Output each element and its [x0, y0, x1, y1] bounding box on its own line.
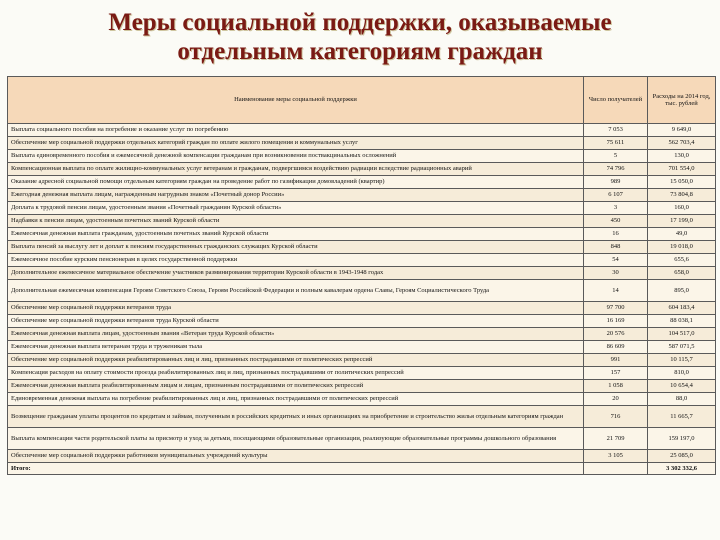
- expenses-amount: 658,0: [648, 267, 716, 280]
- expenses-amount: 562 703,4: [648, 137, 716, 150]
- measure-name: Надбавки к пенсии лицам, удостоенным почетных званий Курской области: [8, 215, 584, 228]
- table-row: [8, 380, 716, 393]
- table-row: [8, 228, 716, 241]
- recipients-count: 450: [584, 215, 648, 228]
- recipients-count: 16 169: [584, 315, 648, 328]
- expenses-amount: 11 665,7: [648, 406, 716, 428]
- measure-name: Обеспечение мер социальной поддержки реабилитированных лиц и лиц, признанных пострадавшими от политических репрессий: [8, 354, 584, 367]
- header-expenses: Расходы на 2014 год, тыс. рублей: [648, 77, 716, 124]
- table-row: [8, 367, 716, 380]
- expenses-amount: 9 649,0: [648, 124, 716, 137]
- title-line-2: отдельным категориям граждан: [177, 38, 543, 65]
- recipients-count: 97 700: [584, 302, 648, 315]
- recipients-count: 16: [584, 228, 648, 241]
- expenses-amount: 17 199,0: [648, 215, 716, 228]
- table-row: [8, 163, 716, 176]
- measure-name: Выплата единовременного пособия и ежемесячной денежной компенсации гражданам при возникновении поствакцинальных осложнений: [8, 150, 584, 163]
- expenses-amount: 160,0: [648, 202, 716, 215]
- recipients-count: 1 058: [584, 380, 648, 393]
- measure-name: Обеспечение мер социальной поддержки ветеранов труда Курской области: [8, 315, 584, 328]
- table-row: [8, 176, 716, 189]
- table-row: [8, 202, 716, 215]
- table-header-row: [8, 77, 716, 124]
- expenses-amount: 895,0: [648, 280, 716, 302]
- recipients-count: 14: [584, 280, 648, 302]
- recipients-count: 6 107: [584, 189, 648, 202]
- recipients-count: 74 796: [584, 163, 648, 176]
- recipients-count: 75 611: [584, 137, 648, 150]
- total-label: Итого:: [8, 463, 584, 475]
- expenses-amount: 73 804,8: [648, 189, 716, 202]
- total-recipients: [584, 463, 648, 475]
- table-row: [8, 280, 716, 302]
- table-row: [8, 254, 716, 267]
- table-row: [8, 315, 716, 328]
- measure-name: Дополнительная ежемесячная компенсация Героям Советского Союза, Героям Российской Федерации и полным кавалерам ордена Славы, Героям Социалистического Труда: [8, 280, 584, 302]
- measure-name: Доплата к трудовой пенсии лицам, удостоенным звания «Почетный гражданин Курской области»: [8, 202, 584, 215]
- table-row: [8, 267, 716, 280]
- measure-name: Компенсация расходов на оплату стоимости проезда реабилитированных лиц и лиц, признанных пострадавшими от политических репрессий: [8, 367, 584, 380]
- table-row: [8, 302, 716, 315]
- recipients-count: 21 709: [584, 428, 648, 450]
- recipients-count: 157: [584, 367, 648, 380]
- measure-name: Дополнительное ежемесячное материальное обеспечение участников разминирования территории Курской области в 1943-1948 годах: [8, 267, 584, 280]
- measure-name: Обеспечение мер социальной поддержки отдельных категорий граждан по оплате жилого помещения и коммунальных услуг: [8, 137, 584, 150]
- page-title: [0, 8, 720, 66]
- recipients-count: 20 576: [584, 328, 648, 341]
- measure-name: Единовременная денежная выплата на погребение реабилитированных лиц и лиц, признанных пострадавшими от политических репрессий: [8, 393, 584, 406]
- expenses-amount: 587 071,5: [648, 341, 716, 354]
- table-row: [8, 406, 716, 428]
- expenses-amount: 19 018,0: [648, 241, 716, 254]
- expenses-amount: 88 038,1: [648, 315, 716, 328]
- table-row: [8, 341, 716, 354]
- table-row: [8, 137, 716, 150]
- measure-name: Выплата пенсий за выслугу лет и доплат к пенсиям государственных гражданских служащих Курской области: [8, 241, 584, 254]
- measure-name: Ежемесячная денежная выплата гражданам, удостоенным почетных званий Курской области: [8, 228, 584, 241]
- recipients-count: 3: [584, 202, 648, 215]
- expenses-amount: 25 085,0: [648, 450, 716, 463]
- table-row: [8, 393, 716, 406]
- expenses-amount: 104 517,0: [648, 328, 716, 341]
- recipients-count: 30: [584, 267, 648, 280]
- expenses-amount: 655,6: [648, 254, 716, 267]
- recipients-count: 54: [584, 254, 648, 267]
- title-line-1: Меры социальной поддержки, оказываемые: [108, 9, 612, 36]
- recipients-count: 848: [584, 241, 648, 254]
- expenses-amount: 10 654,4: [648, 380, 716, 393]
- measure-name: Возмещение гражданам уплаты процентов по кредитам и займам, полученным в российских кредитных и иных организациях на приобретение и строительство жилья отдельным категориям граждан: [8, 406, 584, 428]
- header-measure-name: Наименование меры социальной поддержки: [8, 77, 584, 124]
- measure-name: Оказание адресной социальной помощи отдельным категориям граждан на проведение работ по газификации домовладений (квартир): [8, 176, 584, 189]
- recipients-count: 20: [584, 393, 648, 406]
- table-row: [8, 150, 716, 163]
- expenses-amount: 15 050,0: [648, 176, 716, 189]
- recipients-count: 86 609: [584, 341, 648, 354]
- expenses-amount: 810,0: [648, 367, 716, 380]
- table-row: [8, 241, 716, 254]
- measure-name: Обеспечение мер социальной поддержки работников муниципальных учреждений культуры: [8, 450, 584, 463]
- table-row: [8, 428, 716, 450]
- measure-name: Выплата компенсации части родительской платы за присмотр и уход за детьми, посещающими образовательные организации, реализующие образовательные программы дошкольного образования: [8, 428, 584, 450]
- total-row: [8, 463, 716, 475]
- expenses-amount: 701 554,0: [648, 163, 716, 176]
- expenses-amount: 604 183,4: [648, 302, 716, 315]
- recipients-count: 989: [584, 176, 648, 189]
- expenses-amount: 159 197,0: [648, 428, 716, 450]
- measure-name: Обеспечение мер социальной поддержки ветеранов труда: [8, 302, 584, 315]
- measure-name: Выплата социального пособия на погребение и оказание услуг по погребению: [8, 124, 584, 137]
- table-row: [8, 450, 716, 463]
- measure-name: Ежемесячное пособие курским пенсионерам в целях государственной поддержки: [8, 254, 584, 267]
- recipients-count: 991: [584, 354, 648, 367]
- expenses-amount: 10 115,7: [648, 354, 716, 367]
- table-row: [8, 189, 716, 202]
- support-measures-table: [7, 76, 716, 475]
- measure-name: Ежемесячная денежная выплата реабилитированным лицам и лицам, признанным пострадавшими от политических репрессий: [8, 380, 584, 393]
- table-row: [8, 328, 716, 341]
- expenses-amount: 130,0: [648, 150, 716, 163]
- measure-name: Ежемесячная денежная выплата лицам, удостоенным звания «Ветеран труда Курской области»: [8, 328, 584, 341]
- header-recipients: Число получателей: [584, 77, 648, 124]
- measure-name: Ежегодная денежная выплата лицам, награжденным нагрудным знаком «Почетный донор России»: [8, 189, 584, 202]
- table-row: [8, 215, 716, 228]
- expenses-amount: 88,0: [648, 393, 716, 406]
- expenses-amount: 49,0: [648, 228, 716, 241]
- measure-name: Ежемесячная денежная выплата ветеранам труда и труженикам тыла: [8, 341, 584, 354]
- table-row: [8, 124, 716, 137]
- recipients-count: 7 053: [584, 124, 648, 137]
- recipients-count: 3 105: [584, 450, 648, 463]
- recipients-count: 5: [584, 150, 648, 163]
- measure-name: Компенсационная выплата по оплате жилищно-коммунальных услуг ветеранам и гражданам, подвергшимся воздействию радиации вследствие радиационных аварий: [8, 163, 584, 176]
- total-expenses: 3 302 332,6: [648, 463, 716, 475]
- recipients-count: 716: [584, 406, 648, 428]
- table-row: [8, 354, 716, 367]
